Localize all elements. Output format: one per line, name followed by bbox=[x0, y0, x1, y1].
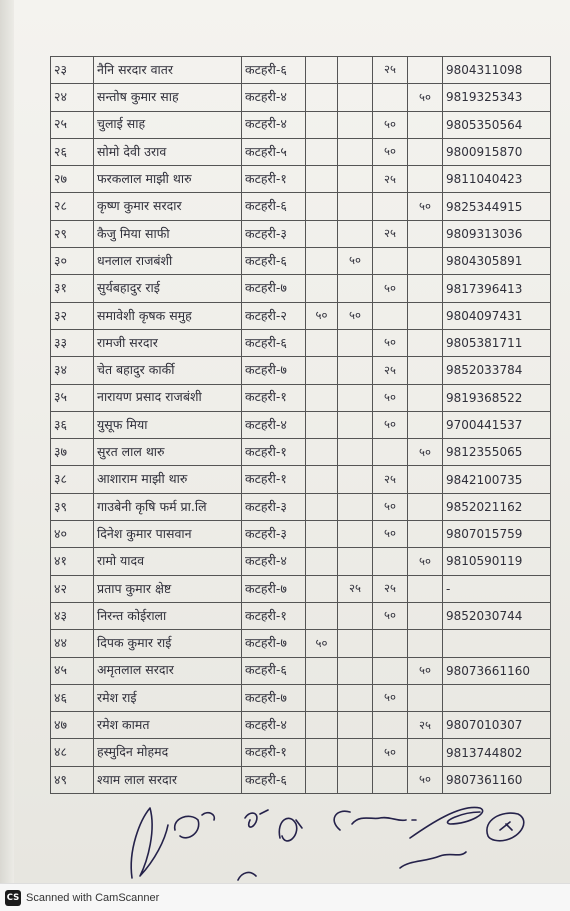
signature-8 bbox=[487, 813, 524, 841]
amount-col-2-cell bbox=[338, 684, 373, 711]
phone-cell: 9807015759 bbox=[443, 521, 551, 548]
ward-cell: कटहरी-७ bbox=[242, 684, 306, 711]
amount-col-4-cell: ५० bbox=[408, 84, 443, 111]
phone-cell: 9852030744 bbox=[443, 602, 551, 629]
amount-col-4-cell: ५० bbox=[408, 657, 443, 684]
amount-col-4-cell bbox=[408, 602, 443, 629]
amount-col-1-cell bbox=[306, 602, 338, 629]
amount-col-3-cell: ५० bbox=[373, 684, 408, 711]
phone-cell: 98073661160 bbox=[443, 657, 551, 684]
ward-cell: कटहरी-१ bbox=[242, 466, 306, 493]
amount-col-1-cell bbox=[306, 166, 338, 193]
amount-col-2-cell bbox=[338, 84, 373, 111]
ward-cell: कटहरी-७ bbox=[242, 275, 306, 302]
name-cell: नैनि सरदार वातर bbox=[94, 57, 242, 84]
amount-col-4-cell bbox=[408, 220, 443, 247]
phone-cell: - bbox=[443, 575, 551, 602]
name-cell: नारायण प्रसाद राजबंशी bbox=[94, 384, 242, 411]
amount-col-2-cell bbox=[338, 439, 373, 466]
amount-col-1-cell bbox=[306, 739, 338, 766]
signature-3 bbox=[245, 810, 268, 827]
serial-number-cell: ४३ bbox=[51, 602, 94, 629]
amount-col-2-cell bbox=[338, 111, 373, 138]
amount-col-3-cell: ५० bbox=[373, 138, 408, 165]
signature-1 bbox=[131, 808, 168, 878]
phone-cell: 9852033784 bbox=[443, 357, 551, 384]
amount-col-4-cell: ५० bbox=[408, 766, 443, 793]
amount-col-3-cell bbox=[373, 439, 408, 466]
signature-2 bbox=[175, 813, 215, 838]
amount-col-3-cell: ५० bbox=[373, 493, 408, 520]
amount-col-4-cell bbox=[408, 384, 443, 411]
amount-col-3-cell bbox=[373, 548, 408, 575]
footer-text: Scanned with CamScanner bbox=[26, 891, 160, 904]
camscanner-logo-icon: CS bbox=[5, 890, 21, 906]
signature-4 bbox=[279, 818, 302, 841]
phone-cell bbox=[443, 684, 551, 711]
amount-col-3-cell: ५० bbox=[373, 275, 408, 302]
amount-col-1-cell bbox=[306, 84, 338, 111]
amount-col-4-cell bbox=[408, 57, 443, 84]
name-cell: सन्तोष कुमार साह bbox=[94, 84, 242, 111]
amount-col-2-cell bbox=[338, 548, 373, 575]
serial-number-cell: २९ bbox=[51, 220, 94, 247]
amount-col-2-cell bbox=[338, 602, 373, 629]
serial-number-cell: ३० bbox=[51, 248, 94, 275]
amount-col-1-cell bbox=[306, 220, 338, 247]
table-row bbox=[51, 411, 551, 438]
amount-col-4-cell bbox=[408, 166, 443, 193]
ward-cell: कटहरी-७ bbox=[242, 575, 306, 602]
table-row bbox=[51, 602, 551, 629]
amount-col-3-cell: ५० bbox=[373, 329, 408, 356]
serial-number-cell: ३५ bbox=[51, 384, 94, 411]
amount-col-1-cell bbox=[306, 411, 338, 438]
phone-cell: 9700441537 bbox=[443, 411, 551, 438]
ward-cell: कटहरी-३ bbox=[242, 521, 306, 548]
table-row bbox=[51, 111, 551, 138]
signature-9 bbox=[238, 873, 256, 880]
amount-col-2-cell bbox=[338, 193, 373, 220]
phone-cell bbox=[443, 630, 551, 657]
amount-col-1-cell bbox=[306, 193, 338, 220]
amount-col-3-cell: ५० bbox=[373, 521, 408, 548]
amount-col-4-cell bbox=[408, 329, 443, 356]
serial-number-cell: ४२ bbox=[51, 575, 94, 602]
name-cell: रामो यादव bbox=[94, 548, 242, 575]
name-cell: प्रताप कुमार क्षेष्ट bbox=[94, 575, 242, 602]
serial-number-cell: ३८ bbox=[51, 466, 94, 493]
serial-number-cell: २७ bbox=[51, 166, 94, 193]
amount-col-4-cell: ५० bbox=[408, 193, 443, 220]
name-cell: अमृतलाल सरदार bbox=[94, 657, 242, 684]
name-cell: चेत बहादुर कार्की bbox=[94, 357, 242, 384]
table-row bbox=[51, 384, 551, 411]
amount-col-4-cell bbox=[408, 248, 443, 275]
phone-cell: 9805350564 bbox=[443, 111, 551, 138]
serial-number-cell: ३७ bbox=[51, 439, 94, 466]
amount-col-2-cell: ५० bbox=[338, 302, 373, 329]
signature-7 bbox=[400, 852, 466, 868]
amount-col-2-cell bbox=[338, 493, 373, 520]
table-row bbox=[51, 248, 551, 275]
ward-cell: कटहरी-१ bbox=[242, 739, 306, 766]
table-row bbox=[51, 302, 551, 329]
serial-number-cell: २५ bbox=[51, 111, 94, 138]
table-row bbox=[51, 57, 551, 84]
table-row bbox=[51, 439, 551, 466]
phone-cell: 9813744802 bbox=[443, 739, 551, 766]
table-row bbox=[51, 521, 551, 548]
table-row bbox=[51, 166, 551, 193]
table-row bbox=[51, 329, 551, 356]
phone-cell: 9852021162 bbox=[443, 493, 551, 520]
amount-col-3-cell bbox=[373, 630, 408, 657]
amount-col-4-cell bbox=[408, 575, 443, 602]
serial-number-cell: ३१ bbox=[51, 275, 94, 302]
amount-col-3-cell: २५ bbox=[373, 220, 408, 247]
signature-6 bbox=[410, 807, 483, 838]
phone-cell: 9811040423 bbox=[443, 166, 551, 193]
name-cell: रामजी सरदार bbox=[94, 329, 242, 356]
amount-col-4-cell bbox=[408, 357, 443, 384]
table-row bbox=[51, 84, 551, 111]
amount-col-2-cell bbox=[338, 712, 373, 739]
phone-cell: 9810590119 bbox=[443, 548, 551, 575]
amount-col-1-cell bbox=[306, 439, 338, 466]
name-cell: रमेश कामत bbox=[94, 712, 242, 739]
amount-col-2-cell bbox=[338, 411, 373, 438]
amount-col-3-cell: २५ bbox=[373, 166, 408, 193]
amount-col-2-cell bbox=[338, 657, 373, 684]
amount-col-3-cell: २५ bbox=[373, 357, 408, 384]
serial-number-cell: ४९ bbox=[51, 766, 94, 793]
ward-cell: कटहरी-७ bbox=[242, 630, 306, 657]
name-cell: कैजु मिया साफी bbox=[94, 220, 242, 247]
amount-col-4-cell: २५ bbox=[408, 712, 443, 739]
serial-number-cell: ३२ bbox=[51, 302, 94, 329]
amount-col-3-cell: २५ bbox=[373, 466, 408, 493]
amount-col-1-cell bbox=[306, 548, 338, 575]
name-cell: धनलाल राजबंशी bbox=[94, 248, 242, 275]
table-row bbox=[51, 220, 551, 247]
table-row bbox=[51, 357, 551, 384]
amount-col-4-cell bbox=[408, 111, 443, 138]
ward-cell: कटहरी-२ bbox=[242, 302, 306, 329]
amount-col-3-cell bbox=[373, 84, 408, 111]
name-cell: दिनेश कुमार पासवान bbox=[94, 521, 242, 548]
amount-col-1-cell: ५० bbox=[306, 302, 338, 329]
serial-number-cell: ४४ bbox=[51, 630, 94, 657]
serial-number-cell: २३ bbox=[51, 57, 94, 84]
table-row bbox=[51, 739, 551, 766]
amount-col-1-cell bbox=[306, 275, 338, 302]
name-cell: युसूफ मिया bbox=[94, 411, 242, 438]
ward-cell: कटहरी-३ bbox=[242, 493, 306, 520]
name-cell: हस्मुदिन मोहमद bbox=[94, 739, 242, 766]
table-row bbox=[51, 548, 551, 575]
name-cell: कृष्ण कुमार सरदार bbox=[94, 193, 242, 220]
amount-col-3-cell bbox=[373, 248, 408, 275]
amount-col-4-cell bbox=[408, 275, 443, 302]
phone-cell: 9804097431 bbox=[443, 302, 551, 329]
amount-col-2-cell bbox=[338, 466, 373, 493]
ward-cell: कटहरी-६ bbox=[242, 329, 306, 356]
phone-cell: 9807361160 bbox=[443, 766, 551, 793]
amount-col-4-cell: ५० bbox=[408, 439, 443, 466]
table-row bbox=[51, 275, 551, 302]
name-cell: रमेश राई bbox=[94, 684, 242, 711]
amount-col-4-cell bbox=[408, 493, 443, 520]
amount-col-4-cell bbox=[408, 411, 443, 438]
table-row bbox=[51, 712, 551, 739]
amount-col-1-cell: ५० bbox=[306, 630, 338, 657]
amount-col-3-cell bbox=[373, 657, 408, 684]
amount-col-3-cell: २५ bbox=[373, 575, 408, 602]
name-cell: फरकलाल माझी थारु bbox=[94, 166, 242, 193]
ward-cell: कटहरी-५ bbox=[242, 138, 306, 165]
amount-col-3-cell bbox=[373, 712, 408, 739]
amount-col-3-cell: ५० bbox=[373, 602, 408, 629]
amount-col-4-cell bbox=[408, 302, 443, 329]
serial-number-cell: ३३ bbox=[51, 329, 94, 356]
amount-col-1-cell bbox=[306, 466, 338, 493]
amount-col-3-cell bbox=[373, 193, 408, 220]
table-row bbox=[51, 575, 551, 602]
signatures bbox=[110, 790, 560, 885]
phone-cell: 9807010307 bbox=[443, 712, 551, 739]
amount-col-1-cell bbox=[306, 111, 338, 138]
amount-col-3-cell: ५० bbox=[373, 739, 408, 766]
ward-cell: कटहरी-४ bbox=[242, 712, 306, 739]
serial-number-cell: ४० bbox=[51, 521, 94, 548]
phone-cell: 9812355065 bbox=[443, 439, 551, 466]
ward-cell: कटहरी-६ bbox=[242, 193, 306, 220]
name-cell: सोमो देवी उराव bbox=[94, 138, 242, 165]
amount-col-3-cell: २५ bbox=[373, 57, 408, 84]
amount-col-4-cell bbox=[408, 684, 443, 711]
amount-col-2-cell bbox=[338, 275, 373, 302]
ward-cell: कटहरी-४ bbox=[242, 411, 306, 438]
amount-col-4-cell: ५० bbox=[408, 548, 443, 575]
amount-col-3-cell: ५० bbox=[373, 111, 408, 138]
name-cell: सुर्यबहादुर राई bbox=[94, 275, 242, 302]
phone-cell: 9817396413 bbox=[443, 275, 551, 302]
name-cell: दिपक कुमार राई bbox=[94, 630, 242, 657]
amount-col-1-cell bbox=[306, 493, 338, 520]
ward-cell: कटहरी-४ bbox=[242, 84, 306, 111]
ward-cell: कटहरी-६ bbox=[242, 766, 306, 793]
amount-col-2-cell bbox=[338, 220, 373, 247]
amount-col-1-cell bbox=[306, 712, 338, 739]
amount-col-1-cell bbox=[306, 248, 338, 275]
amount-col-1-cell bbox=[306, 684, 338, 711]
serial-number-cell: २६ bbox=[51, 138, 94, 165]
amount-col-1-cell bbox=[306, 575, 338, 602]
amount-col-2-cell bbox=[338, 329, 373, 356]
ward-cell: कटहरी-६ bbox=[242, 657, 306, 684]
signature-5 bbox=[334, 811, 416, 830]
serial-number-cell: २४ bbox=[51, 84, 94, 111]
amount-col-2-cell bbox=[338, 630, 373, 657]
serial-number-cell: ३६ bbox=[51, 411, 94, 438]
serial-number-cell: ४१ bbox=[51, 548, 94, 575]
amount-col-2-cell: २५ bbox=[338, 575, 373, 602]
name-cell: श्याम लाल सरदार bbox=[94, 766, 242, 793]
amount-col-4-cell bbox=[408, 739, 443, 766]
phone-cell: 9819325343 bbox=[443, 84, 551, 111]
name-cell: आशाराम माझी थारु bbox=[94, 466, 242, 493]
amount-col-2-cell: ५० bbox=[338, 248, 373, 275]
serial-number-cell: ४७ bbox=[51, 712, 94, 739]
ward-cell: कटहरी-१ bbox=[242, 602, 306, 629]
table-row bbox=[51, 684, 551, 711]
ward-cell: कटहरी-४ bbox=[242, 548, 306, 575]
scanner-footer bbox=[0, 883, 570, 911]
amount-col-4-cell bbox=[408, 521, 443, 548]
ward-cell: कटहरी-६ bbox=[242, 57, 306, 84]
amount-col-3-cell bbox=[373, 302, 408, 329]
amount-col-2-cell bbox=[338, 357, 373, 384]
serial-number-cell: ४८ bbox=[51, 739, 94, 766]
table-row bbox=[51, 466, 551, 493]
serial-number-cell: ३४ bbox=[51, 357, 94, 384]
amount-col-1-cell bbox=[306, 657, 338, 684]
name-cell: चुलाई साह bbox=[94, 111, 242, 138]
amount-col-1-cell bbox=[306, 384, 338, 411]
amount-col-2-cell bbox=[338, 166, 373, 193]
phone-cell: 9825344915 bbox=[443, 193, 551, 220]
serial-number-cell: २८ bbox=[51, 193, 94, 220]
amount-col-3-cell: ५० bbox=[373, 384, 408, 411]
phone-cell: 9805381711 bbox=[443, 329, 551, 356]
ward-cell: कटहरी-१ bbox=[242, 166, 306, 193]
ward-cell: कटहरी-६ bbox=[242, 248, 306, 275]
table-row bbox=[51, 193, 551, 220]
phone-cell: 9804305891 bbox=[443, 248, 551, 275]
amount-col-2-cell bbox=[338, 57, 373, 84]
phone-cell: 9809313036 bbox=[443, 220, 551, 247]
ward-cell: कटहरी-१ bbox=[242, 439, 306, 466]
name-cell: गाउबेनी कृषि फर्म प्रा.लि bbox=[94, 493, 242, 520]
phone-cell: 9842100735 bbox=[443, 466, 551, 493]
table-row bbox=[51, 493, 551, 520]
amount-col-2-cell bbox=[338, 521, 373, 548]
amount-col-4-cell bbox=[408, 138, 443, 165]
page-edge-shadow bbox=[0, 0, 14, 883]
table-body bbox=[51, 57, 551, 794]
amount-col-2-cell bbox=[338, 384, 373, 411]
phone-cell: 9804311098 bbox=[443, 57, 551, 84]
table-row bbox=[51, 657, 551, 684]
amount-col-2-cell bbox=[338, 138, 373, 165]
table-row bbox=[51, 630, 551, 657]
name-cell: सुरत लाल थारु bbox=[94, 439, 242, 466]
amount-col-1-cell bbox=[306, 138, 338, 165]
ward-cell: कटहरी-७ bbox=[242, 357, 306, 384]
amount-col-1-cell bbox=[306, 357, 338, 384]
amount-col-4-cell bbox=[408, 466, 443, 493]
amount-col-4-cell bbox=[408, 630, 443, 657]
serial-number-cell: ४६ bbox=[51, 684, 94, 711]
table-row bbox=[51, 138, 551, 165]
phone-cell: 9800915870 bbox=[443, 138, 551, 165]
amount-col-1-cell bbox=[306, 521, 338, 548]
ward-cell: कटहरी-१ bbox=[242, 384, 306, 411]
ward-cell: कटहरी-३ bbox=[242, 220, 306, 247]
amount-col-1-cell bbox=[306, 57, 338, 84]
phone-cell: 9819368522 bbox=[443, 384, 551, 411]
name-cell: समावेशी कृषक समुह bbox=[94, 302, 242, 329]
amount-col-3-cell: ५० bbox=[373, 411, 408, 438]
amount-col-1-cell bbox=[306, 329, 338, 356]
amount-col-2-cell bbox=[338, 739, 373, 766]
serial-number-cell: ४५ bbox=[51, 657, 94, 684]
serial-number-cell: ३९ bbox=[51, 493, 94, 520]
beneficiary-table bbox=[50, 56, 551, 794]
ward-cell: कटहरी-४ bbox=[242, 111, 306, 138]
name-cell: निरन्त कोईराला bbox=[94, 602, 242, 629]
